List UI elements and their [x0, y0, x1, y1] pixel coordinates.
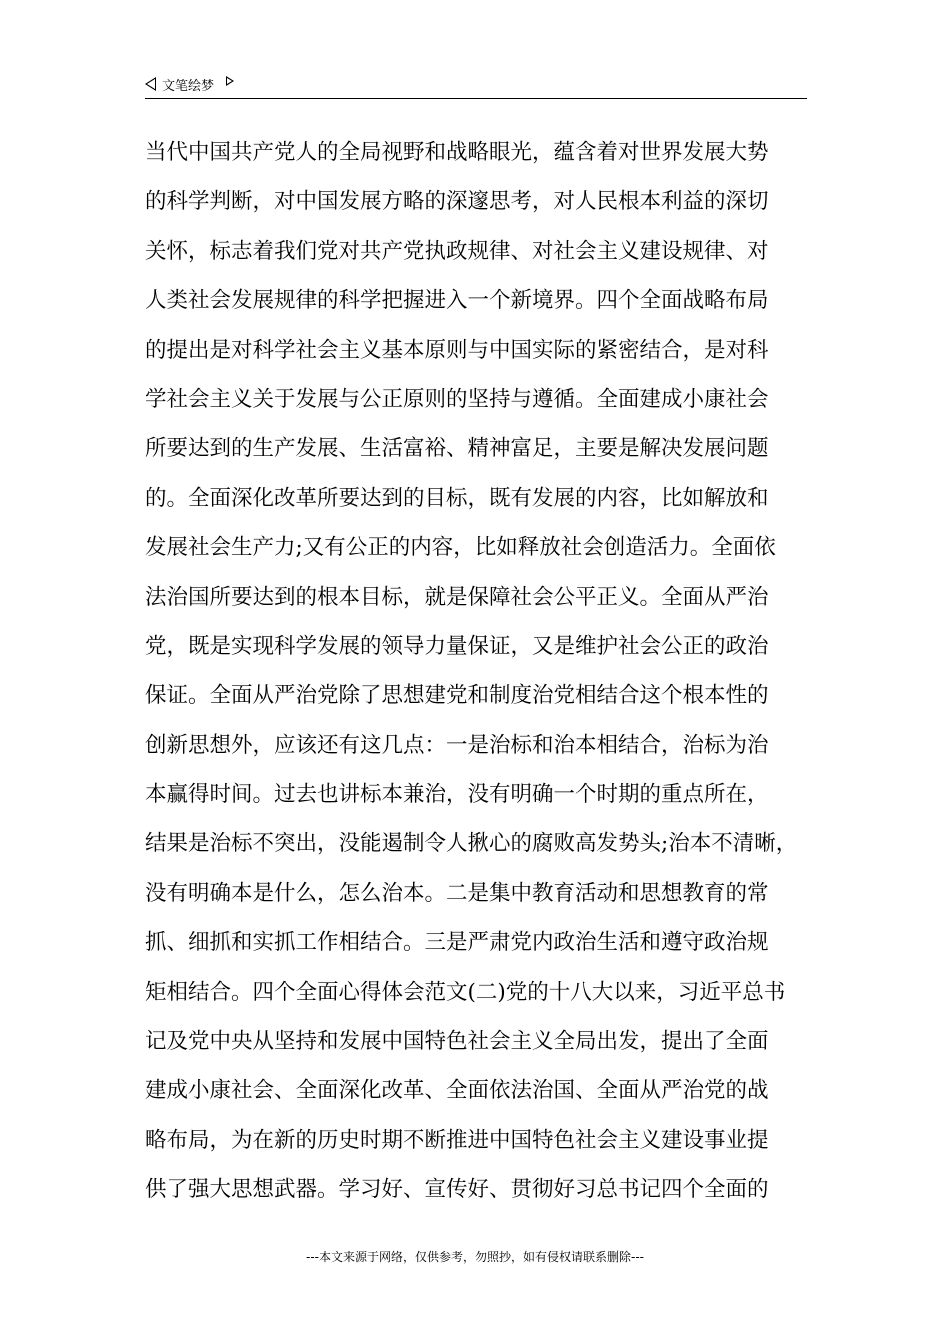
body-line: 的科学判断，对中国发展方略的深邃思考，对人民根本利益的深切: [145, 189, 769, 215]
triangle-left-icon: [145, 77, 156, 91]
body-line: 党，既是实现科学发展的领导力量保证，又是维护社会公正的政治: [145, 633, 769, 659]
body-line: 本赢得时间。过去也讲标本兼治，没有明确一个时期的重点所在，: [145, 782, 769, 808]
body-line: 矩相结合。四个全面心得体会范文(二)党的十八大以来，习近平总书: [145, 979, 786, 1005]
header-brand: [145, 74, 234, 94]
body-line: 供了强大思想武器。学习好、宣传好、贯彻好习总书记四个全面的: [145, 1177, 769, 1203]
triangle-right-icon: [226, 76, 234, 86]
body-line: 建成小康社会、全面深化改革、全面依法治国、全面从严治党的战: [145, 1078, 769, 1104]
body-line: 保证。全面从严治党除了思想建党和制度治党相结合这个根本性的: [145, 683, 769, 709]
body-line: 所要达到的生产发展、生活富裕、精神富足，主要是解决发展问题: [145, 436, 769, 462]
body-line: 创新思想外，应该还有这几点：一是治标和治本相结合，治标为治: [145, 732, 769, 758]
body-line: 发展社会生产力;又有公正的内容，比如释放社会创造活力。全面依: [145, 535, 776, 561]
body-line: 人类社会发展规律的科学把握进入一个新境界。四个全面战略布局: [145, 288, 769, 314]
body-line: 法治国所要达到的根本目标，就是保障社会公平正义。全面从严治: [145, 584, 769, 610]
body-line: 关怀，标志着我们党对共产党执政规律、对社会主义建设规律、对: [145, 238, 769, 264]
document-body: [145, 128, 810, 1215]
body-line: 记及党中央从坚持和发展中国特色社会主义全局出发，提出了全面: [145, 1029, 769, 1055]
page-header: [145, 74, 807, 99]
body-line: 的提出是对科学社会主义基本原则与中国实际的紧密结合，是对科: [145, 337, 769, 363]
body-line: 没有明确本是什么，怎么治本。二是集中教育活动和思想教育的常: [145, 880, 769, 906]
body-line: 略布局，为在新的历史时期不断推进中国特色社会主义建设事业提: [145, 1127, 769, 1153]
body-line: 当代中国共产党人的全局视野和战略眼光，蕴含着对世界发展大势: [145, 140, 769, 165]
body-line: 学社会主义关于发展与公正原则的坚持与遵循。全面建成小康社会: [145, 386, 769, 412]
header-title: 文笔绘梦: [162, 78, 215, 94]
page-footer: ---本文来源于网络，仅供参考，勿照抄，如有侵权请联系删除---: [306, 1250, 644, 1264]
body-line: 的。全面深化改革所要达到的目标，既有发展的内容，比如解放和: [145, 485, 769, 511]
body-line: 结果是治标不突出，没能遏制令人揪心的腐败高发势头;治本不清晰，: [145, 831, 798, 857]
body-line: 抓、细抓和实抓工作相结合。三是严肃党内政治生活和遵守政治规: [145, 930, 769, 956]
